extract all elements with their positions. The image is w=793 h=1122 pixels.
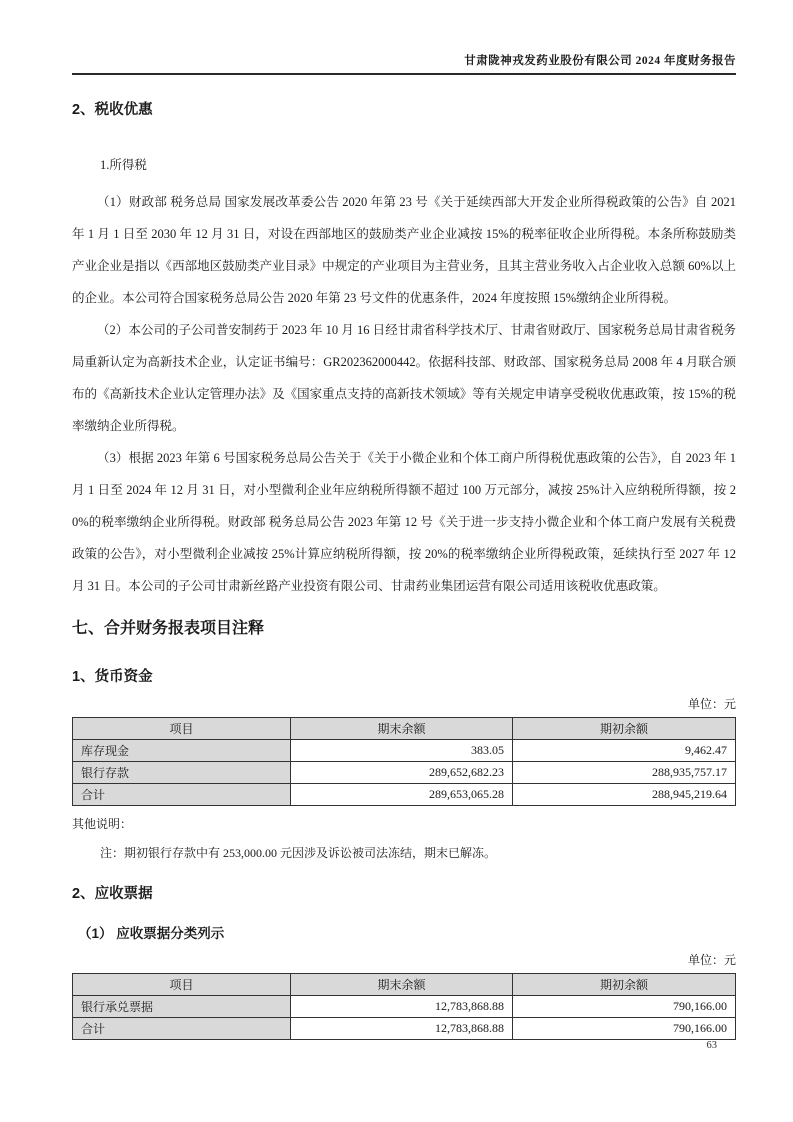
- paragraph-tax-policy-2: （2）本公司的子公司普安制药于 2023 年 10 月 16 日经甘肃省科学技术厅、甘肃省财政厅、国家税务总局甘肃省税务局重新认定为高新技术企业，认定证书编号：GR202362000442。依据科技部、财政部、国家税务总局 2008 年 4 月联合颁布的《高新技术企业认定管理办法》及《国家重点支持的高新技术领域》等有关规定申请享受税收优惠政策，按 15%的税率缴纳企业所得税。: [72, 323, 736, 433]
- heading-tax-preference: 2、税收优惠: [72, 102, 153, 118]
- label-income-tax: 1.所得税: [100, 158, 147, 172]
- column-header-ending-balance: 期末余额: [291, 718, 513, 740]
- cell-beginning-balance: 288,935,757.17: [513, 762, 736, 784]
- table-row: [73, 740, 736, 762]
- table-total-row: [73, 1018, 736, 1040]
- cell-beginning-balance: 790,166.00: [513, 996, 736, 1018]
- cell-beginning-balance: 288,945,219.64: [513, 784, 736, 806]
- heading-notes-receivable-classification: （1） 应收票据分类列示: [78, 926, 225, 941]
- heading-consolidated-notes: 七、合并财务报表项目注释: [72, 620, 265, 637]
- cell-item: 银行承兑票据: [73, 996, 291, 1018]
- document-title: 甘肃陇神戎发药业股份有限公司 2024 年度财务报告: [464, 55, 736, 67]
- table-header-row: [73, 974, 736, 996]
- table-row: [73, 762, 736, 784]
- unit-label-receivable: 单位：元: [687, 953, 736, 967]
- paragraph-tax-policy-3: （3）根据 2023 年第 6 号国家税务总局公告关于《关于小微企业和个体工商户所得税优惠政策的公告》，自 2023 年 1 月 1 日至 2024 年 12 月 31 日，对小型微利企业年应纳税所得额不超过 100 万元部分，减按 25%计入应纳税所得额，按 20%的税率缴纳企业所得税。财政部 税务总局公告 2023 年第 12 号《关于进一步支持小微企业和个体工商户发展有关税费政策的公告》，对小型微利企业减按 25%计算应纳税所得额，按 20%的税率缴纳企业所得税政策，延续执行至 2027 年 12 月 31 日。本公司的子公司甘肃新丝路产业投资有限公司、甘肃药业集团运营有限公司适用该税收优惠政策。: [72, 451, 736, 593]
- table-notes-receivable: [72, 973, 736, 1040]
- cell-ending-balance: 289,653,065.28: [291, 784, 513, 806]
- cell-ending-balance: 289,652,682.23: [291, 762, 513, 784]
- label-other-notes: 其他说明：: [72, 817, 133, 831]
- cell-item: 银行存款: [73, 762, 291, 784]
- cell-beginning-balance: 9,462.47: [513, 740, 736, 762]
- table-header-row: [73, 718, 736, 740]
- heading-notes-receivable: 2、应收票据: [72, 886, 153, 902]
- unit-label-monetary: 单位：元: [687, 697, 736, 711]
- cell-ending-balance: 383.05: [291, 740, 513, 762]
- table-total-row: [73, 784, 736, 806]
- column-header-item: 项目: [73, 718, 291, 740]
- table-monetary-funds: [72, 717, 736, 806]
- heading-monetary-funds: 1、货币资金: [72, 669, 153, 685]
- cell-ending-balance: 12,783,868.88: [291, 996, 513, 1018]
- column-header-item: 项目: [73, 974, 291, 996]
- paragraph-tax-policy-1: （1）财政部 税务总局 国家发展改革委公告 2020 年第 23 号《关于延续西部大开发企业所得税政策的公告》自 2021 年 1 月 1 日至 2030 年 12 月 31 日，对设在西部地区的鼓励类产业企业减按 15%的税率征收企业所得税。本条所称鼓励类产业企业是指以《西部地区鼓励类产业目录》中规定的产业项目为主营业务，且其主营业务收入占企业收入总额 60%以上的企业。本公司符合国家税务总局公告 2020 年第 23 号文件的优惠条件，2024 年度按照 15%缴纳企业所得税。: [72, 195, 736, 305]
- cell-item: 合计: [73, 784, 291, 806]
- frozen-deposit-note: 注：期初银行存款中有 253,000.00 元因涉及诉讼被司法冻结，期末已解冻。: [100, 846, 497, 860]
- document-header: [72, 0, 736, 75]
- column-header-beginning-balance: 期初余额: [513, 718, 736, 740]
- cell-item: 合计: [73, 1018, 291, 1040]
- cell-item: 库存现金: [73, 740, 291, 762]
- cell-ending-balance: 12,783,868.88: [291, 1018, 513, 1040]
- table-row: [73, 996, 736, 1018]
- column-header-ending-balance: 期末余额: [291, 974, 513, 996]
- page-number: 63: [706, 1040, 717, 1051]
- column-header-beginning-balance: 期初余额: [513, 974, 736, 996]
- cell-beginning-balance: 790,166.00: [513, 1018, 736, 1040]
